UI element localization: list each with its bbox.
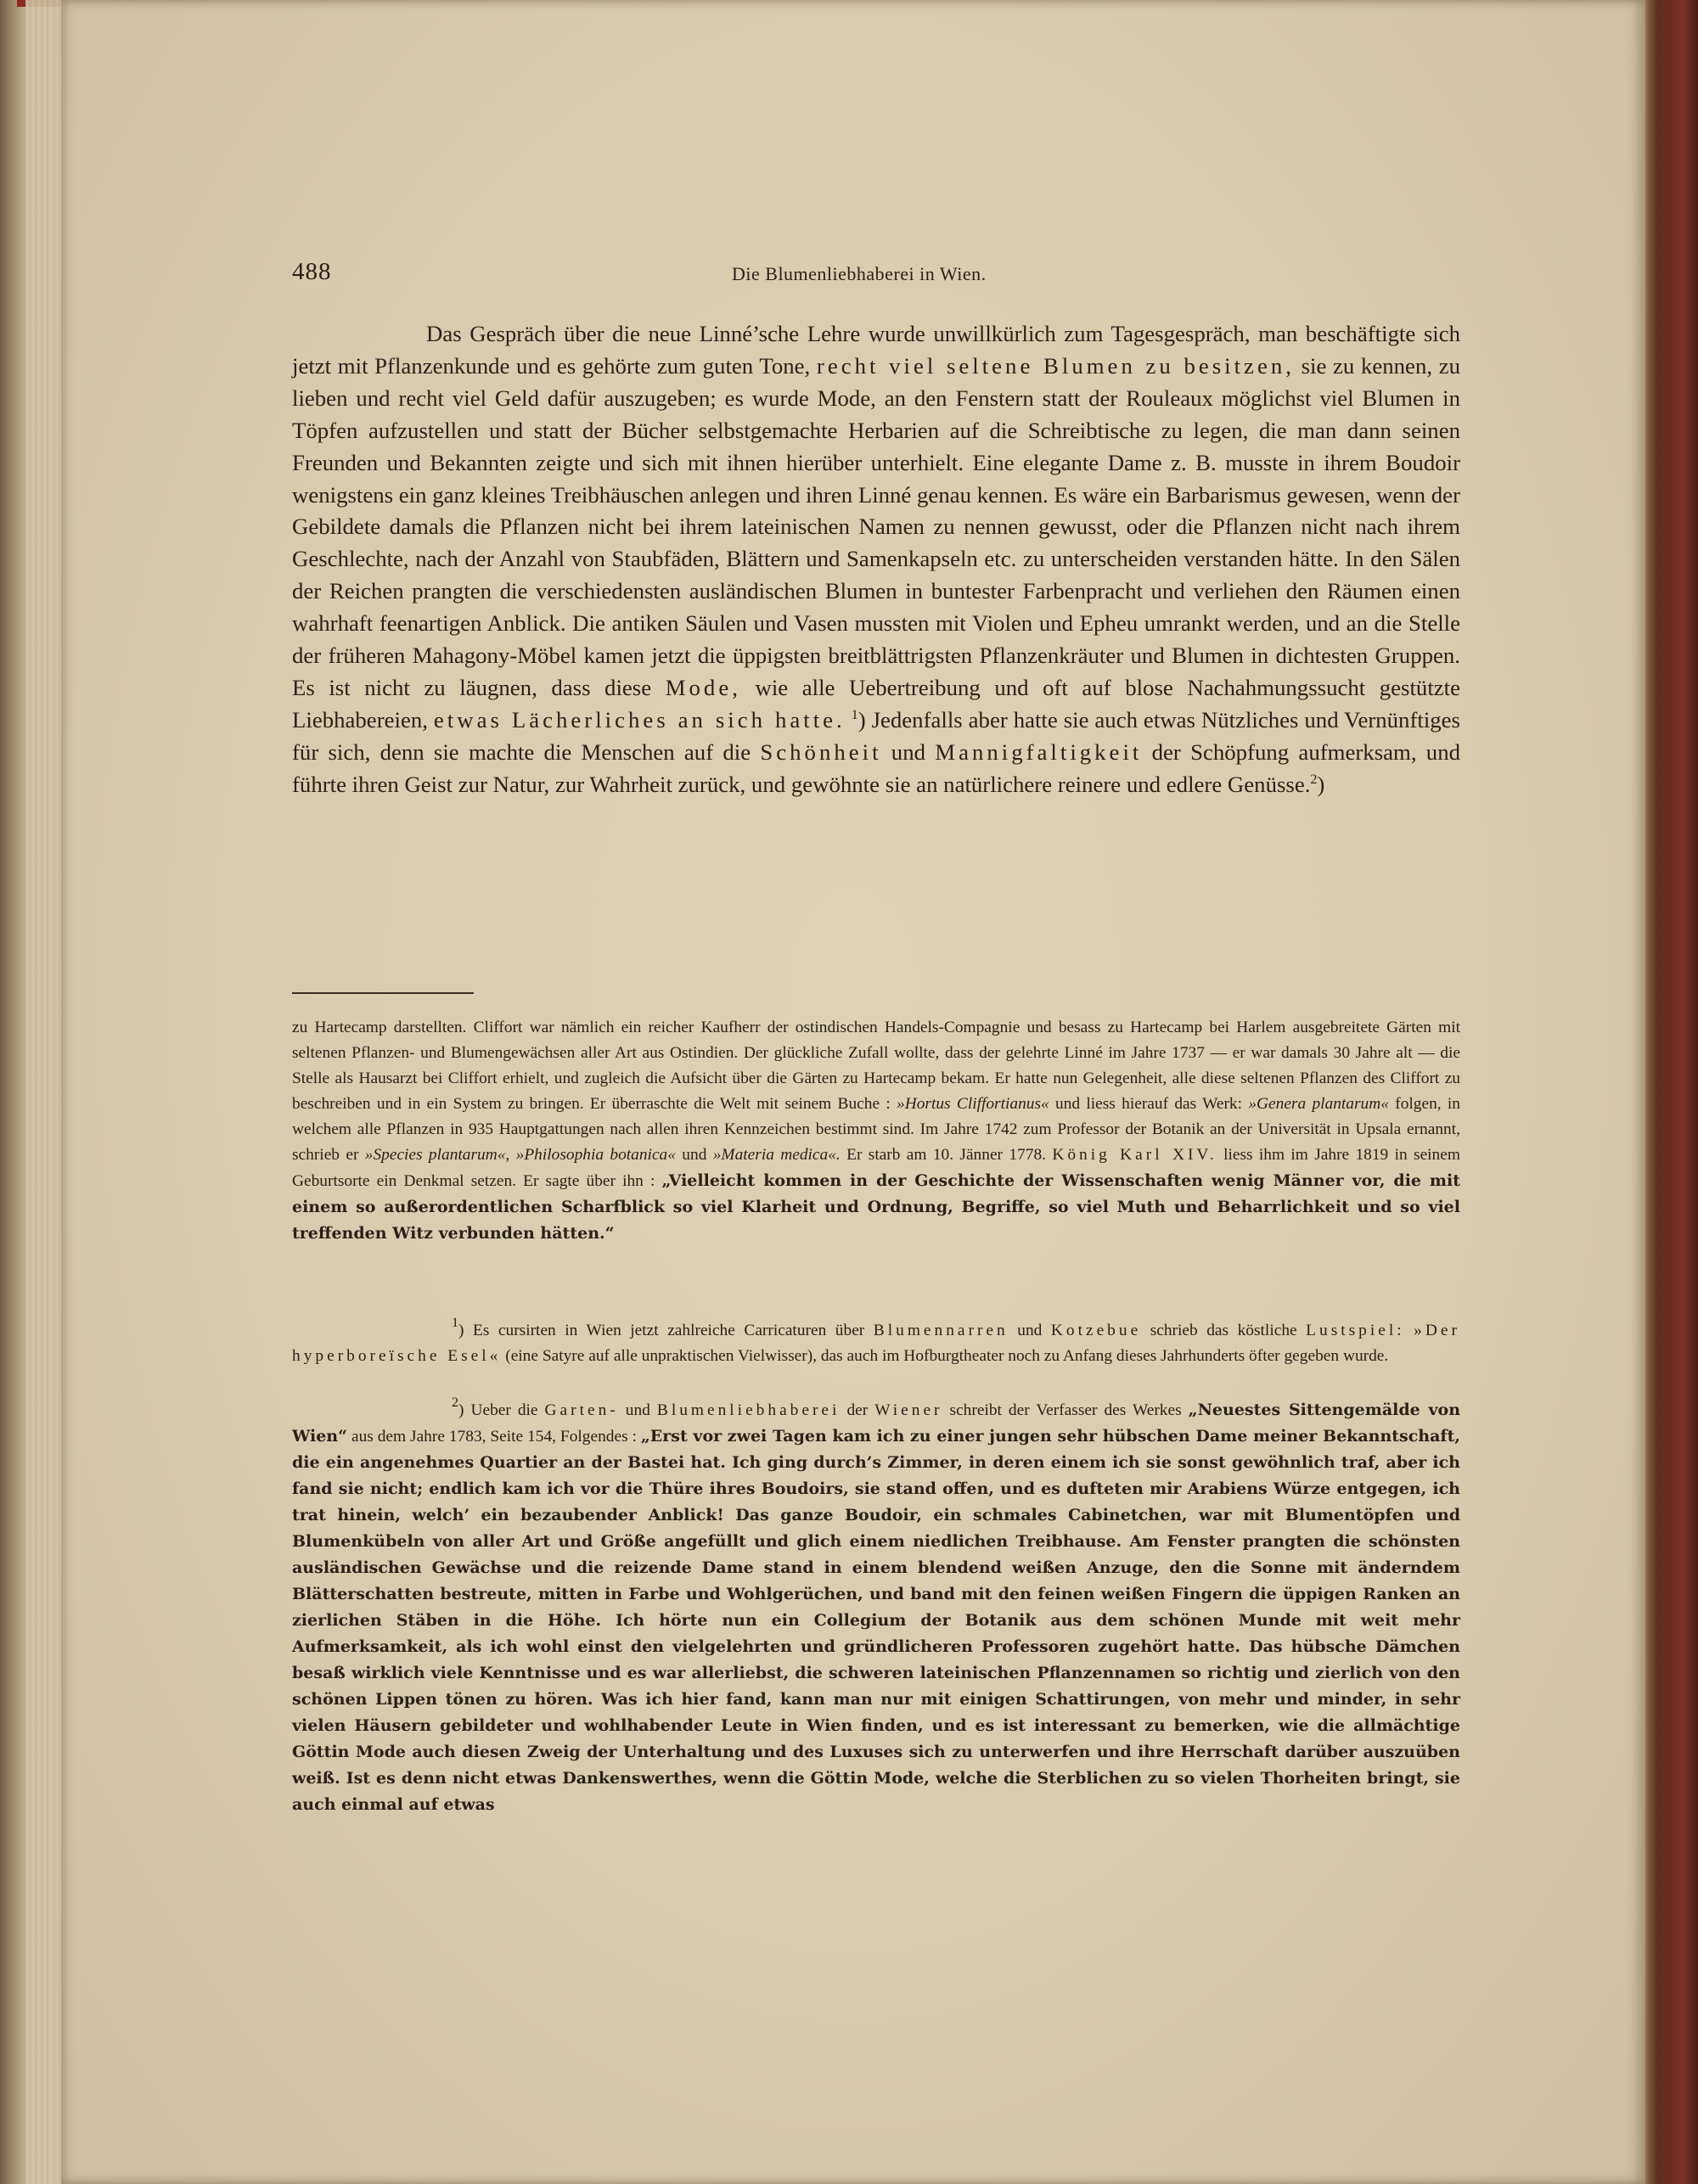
footnote-text: aus dem Jahre 1783, Seite 154, Folgendes :	[351, 1428, 637, 1446]
main-text: ) Jedenfalls aber hatte sie auch etwas Nützliches und Vernünftiges für sich, denn sie machte die Menschen auf die	[292, 706, 1460, 765]
main-text: sie zu kennen, zu lieben und recht viel Geld dafür auszugeben; es wurde Mode, an den Fenstern statt der Rouleaux möglichst viel Blumen in Töpfen aufzustellen und statt der Bücher selbstgemachte Herbarien auf die Schreibtische zu legen, die man dann seinen Freunden und Bekannten zeigte und sich mit ihnen hierüber unterhielt. Eine elegante Dame z. B. musste in ihrem Boudoir wenigstens ein ganz kleines Treibhäuschen anlegen und ihren Linné genau kennen. Es wäre ein Barbarismus gewesen, wenn der Gebildete damals die Pflanzen nicht bei ihrem lateinischen Namen zu nennen gewusst, oder die Pflanzen nicht nach ihrem Geschlechte, nach der Anzahl von Staubfäden, Blättern und Samenkapseln etc. zu unterscheiden verstanden hätte. In den Sälen der Reichen prangten die verschiedensten ausländischen Blumen in buntester Farbenpracht und verliehen den Räumen einen wahrhaft feenartigen Anblick. Die antiken Säulen und Vasen mussten mit Violen und Epheu umrankt werden, und an die Stelle der früheren Mahagony-Möbel kamen jetzt die üppigsten breitblättrigsten Pflanzenkräuter und Blumen in dichtesten Gruppen. Es ist nicht zu läugnen, dass diese	[292, 352, 1460, 700]
footnote-emphasis: Garten-	[544, 1401, 619, 1419]
footnote-text: schrieb das köstliche	[1150, 1322, 1297, 1339]
footnote-text: und	[682, 1146, 707, 1164]
main-emphasis: recht viel seltene Blumen zu besitzen,	[816, 352, 1295, 379]
footnote-text: und	[1017, 1322, 1043, 1339]
footnote-text: schreibt der Verfasser des Werkes	[949, 1401, 1182, 1419]
main-emphasis: Schönheit	[760, 738, 882, 765]
book-title: »Materia medica«.	[712, 1146, 841, 1164]
main-emphasis: etwas Lächerliches an sich hatte.	[433, 706, 846, 733]
footnote-1	[292, 1318, 1460, 1369]
book-title: »Hortus Cliffortianus«	[897, 1095, 1049, 1113]
main-text: der Schöpfung aufmerksam, und führte ihren Geist zur Natur, zur Wahrheit zurück, und gewöhnte sie an natürlichere reinere und edlere Genüsse.	[292, 738, 1461, 797]
book-title: »Species plantarum«,	[364, 1146, 510, 1164]
footnote-ref: 2	[1310, 772, 1318, 787]
footnote-2	[292, 1397, 1460, 1818]
person-name: Kotzebue	[1050, 1322, 1142, 1339]
footnote-text: liess ihm im Jahre 1819 in seinem Geburtsorte ein Denkmal setzen. Er sagte über ihn :	[292, 1146, 1460, 1190]
book-title: „Neuestes Sittengemälde von Wien“	[292, 1401, 1461, 1446]
play-title: »Der hyperboreïsche Esel«	[292, 1322, 1460, 1365]
book-title: »Philosophia botanica«	[515, 1146, 676, 1164]
footnote-text: und liess hierauf das Werk:	[1055, 1095, 1243, 1113]
main-emphasis: Mannigfaltigkeit	[935, 738, 1143, 765]
footnote-emphasis: Blumenliebhaberei	[656, 1401, 841, 1419]
footnote-ref: 1	[851, 707, 858, 722]
main-text: und	[891, 738, 925, 765]
footnote-text: folgen, in welchem alle Pflanzen in 935 Hauptgattungen nach allen ihren Kennzeichen bestimmt sind. Im Jahre 1742 zum Professor der Botanik an der Universität in Upsala ernannt, schrieb er	[292, 1095, 1461, 1164]
footnote-text: Er starb am 10. Jänner 1778.	[846, 1146, 1046, 1164]
fraktur-quote: „Erst vor zwei Tagen kam ich zu einer jungen sehr hübschen Dame meiner Bekanntschaft, die ein angenehmes Quartier an der Bastei hat. Ich ging durch’s Zimmer, in deren einem ich sie sonst gewöhnlich traf, aber ich fand sie nicht; endlich kam ich vor die Thüre ihres Boudoirs, sie stand offen, und es dufteten mir Arabiens Würze entgegen, ich trat hinein, welch’ ein bezaubender Anblick! Das ganze Boudoir, ein schmales Cabinetchen, war mit Blumentöpfen und Blumenkübeln von aller Art und Größe angefüllt und glich einem niedlichen Treibhause. Am Fenster prangten die schönsten ausländischen Gewächse und die reizende Dame stand in einem blendend weißen Anzuge, den die Sonne mit änderndem Blätterschatten bestreute, mitten in Farbe und Wohlgerüchen, und band mit den feinen weißen Fingern die üppigen Ranken an zierlichen Stäben in die Höhe. Ich hörte nun ein Collegium der Botanik aus dem schönen Munde mit weit mehr Aufmerksamkeit, als ich wohl einst den vielgelehrten und gründlicheren Professoren zugehört hatte. Das hübsche Dämchen besaß wirklich viele Kenntnisse und es war allerliebst, die schweren lateinischen Pflanzennamen so richtig und zierlich von den schönen Lippen tönen zu hören. Was ich hier fand, kann man nur mit einigen Schattirungen, von mehr und minder, in sehr vielen Häusern gebildeter und wohlhabender Leute in Wien finden, und es ist interessant zu bemerken, wie die allmächtige Göttin Mode auch diesen Zweig der Unterhaltung und des Luxuses sich zu unterwerfen und ihre Herrschaft darüber auszuüben weiß. Ist es denn nicht etwas Dankenswerthes, wenn die Göttin Mode, welche die Sterblichen zu so vielen Thorheiten bringt, sie auch einmal auf etwas	[292, 1427, 1460, 1814]
main-text: wie alle Uebertreibung und oft auf blose Nachahmungssucht gestützte Liebhabereien,	[292, 674, 1461, 733]
footnote-text: (eine Satyre auf alle unpraktischen Vielwisser), das auch im Hofburgtheater noch zu Anfang dieses Jahrhunderts öfter gegeben wurde.	[505, 1347, 1389, 1365]
page-number: 488	[292, 258, 332, 285]
footnote-emphasis: Lustspiel:	[1306, 1322, 1405, 1339]
footnote-emphasis: Blumennarren	[873, 1322, 1009, 1339]
book-title: »Genera plantarum«	[1248, 1095, 1389, 1113]
footnote-text: ) Es cursirten in Wien jetzt zahlreiche Carricaturen über	[458, 1322, 865, 1339]
main-emphasis: Mode,	[665, 674, 741, 700]
footnote-marker: 1	[452, 1316, 458, 1330]
footnote-separator	[292, 992, 474, 994]
main-paragraph	[292, 318, 1460, 801]
footnote-text: zu Hartecamp darstellten. Cliffort war nämlich ein reicher Kaufherr der ostindischen Handels-Compagnie und besass zu Hartecamp bei Harlem ausgebreitete Gärten mit seltenen Pflanzen- und Blumengewächsen aller Art aus Ostindien. Der glückliche Zufall wollte, dass der gelehrte Linné im Jahre 1737 — er war damals 30 Jahre alt — die Stelle als Hausarzt bei Cliffort erhielt, und zugleich die Aufsicht über die Gärten zu Hartecamp bekam. Er hatte nun Gelegenheit, alle diese seltenen Pflanzen des Cliffort zu beschreiben und in ein System zu bringen. Er überraschte die Welt mit seinem Buche :	[292, 1019, 1460, 1113]
footnote-text: der	[846, 1401, 869, 1419]
page-header	[292, 258, 1481, 295]
footnote-marker: 2	[452, 1395, 458, 1410]
page-stack-edge	[25, 0, 61, 2184]
footnote-text: und	[625, 1401, 650, 1419]
main-text: Das Gespräch über die neue Linné’sche Lehre wurde unwillkürlich zum Tagesgespräch, man beschäftigte sich jetzt mit Pflanzenkunde und es gehörte zum guten Tone,	[292, 321, 1460, 379]
footnote-continued	[292, 1015, 1460, 1247]
running-title: Die Blumenliebhaberei in Wien.	[732, 263, 987, 284]
footnote-emphasis: Wiener	[874, 1401, 943, 1419]
person-name: König Karl XIV.	[1052, 1146, 1217, 1164]
footnote-text: ) Ueber die	[458, 1401, 538, 1419]
fraktur-quote: „Vielleicht kommen in der Geschichte der Wissenschaften wenig Männer vor, die mit einem so außerordentlichen Scharfblick so viel Klarheit und Ordnung, Begriffe, so viel Muth und Beharrlichkeit und so viel treffenden Witz verbunden hätten.“	[292, 1171, 1460, 1243]
main-text: )	[1317, 771, 1325, 797]
